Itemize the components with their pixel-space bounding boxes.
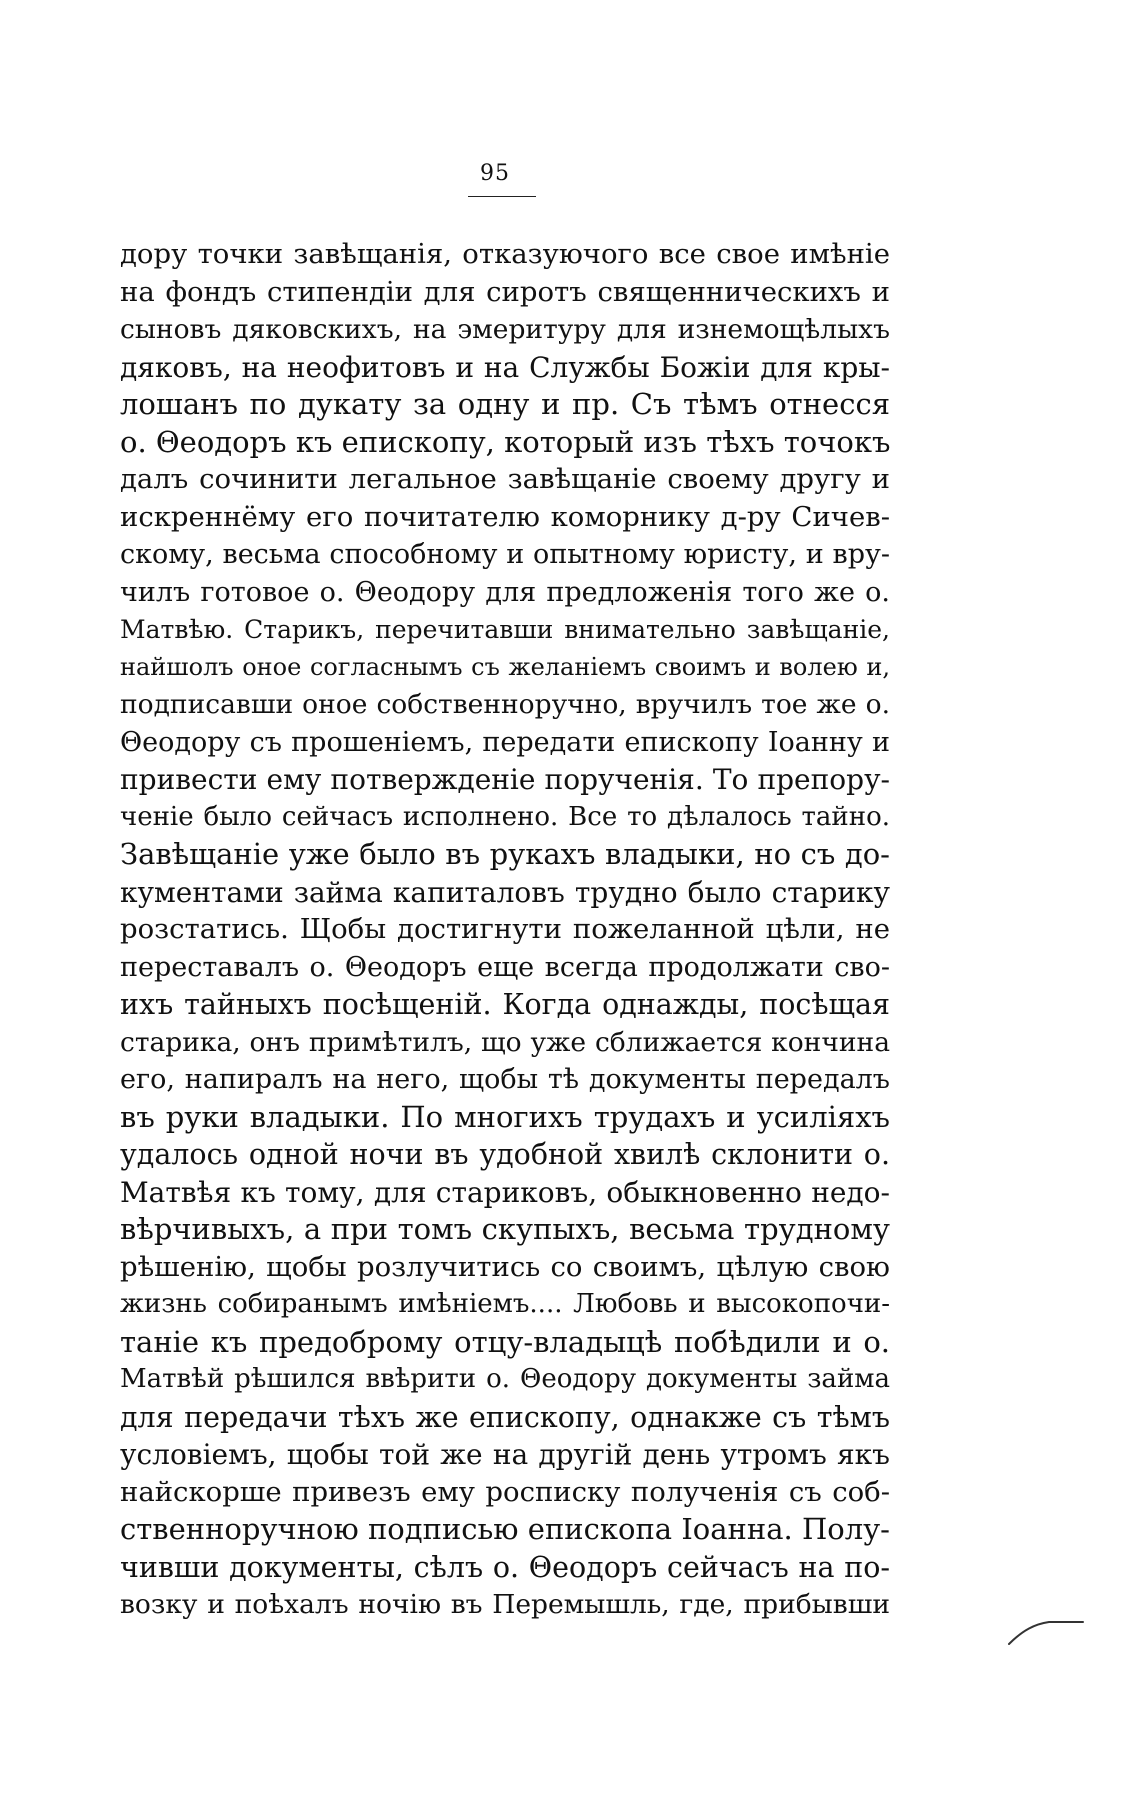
- text-line: ченіе было сейчасъ исполнено. Все то дѣлалось тайно.: [120, 801, 890, 832]
- text-line: искреннёму его почитателю коморнику д-ру Сичев-: [120, 500, 890, 533]
- text-line: его, напиралъ на него, щобы тѣ документы передалъ: [120, 1064, 890, 1095]
- text-line: Θеодору съ прошеніемъ, передати епископу Іоанну и: [120, 726, 890, 758]
- text-line: о. Θеодоръ къ епископу, который изъ тѣхъ точокъ: [120, 424, 890, 459]
- text-line: ихъ тайныхъ посѣщеній. Когда однажды, посѣщая: [120, 988, 890, 1021]
- text-line: далъ сочинити легальное завѣщаніе своему другу и: [120, 463, 890, 495]
- text-line: Завѣщаніе уже было въ рукахъ владыки, но съ до-: [120, 837, 890, 871]
- text-line: на фондъ стипендіи для сиротъ священническихъ и: [120, 275, 890, 308]
- text-line: ственноручною подписью епископа Іоанна. Полу-: [120, 1512, 890, 1546]
- body-text: [120, 236, 890, 1624]
- text-line: жизнь собиранымъ имѣніемъ.... Любовь и высокопочи-: [120, 1289, 890, 1319]
- text-line: старика, онъ примѣтилъ, що уже сближается кончина: [120, 1026, 890, 1058]
- text-line: привести ему потвержденіе порученія. То препору-: [120, 763, 890, 796]
- text-line: удалось одной ночи въ удобной хвилѣ склонити о.: [120, 1138, 890, 1171]
- text-line: кументами займа капиталовъ трудно было старику: [120, 875, 890, 909]
- text-line: вѣрчивыхъ, а при томъ скупыхъ, весьма трудному: [120, 1212, 890, 1246]
- text-line: таніе къ предоброму отцу-владыцѣ побѣдили и о.: [120, 1324, 890, 1359]
- pencil-mark-icon: [1005, 1612, 1085, 1652]
- text-line: лошанъ по дукату за одну и пр. Съ тѣмъ отнесся: [120, 387, 890, 421]
- text-line: рѣшенію, щобы розлучитись со своимъ, цѣлую свою: [120, 1250, 890, 1283]
- text-line: возку и поѣхалъ ночію въ Перемышль, где, прибывши: [120, 1589, 890, 1620]
- text-line: дяковъ, на неофитовъ и на Службы Божіи для кры-: [120, 350, 890, 384]
- text-line: чивши документы, сѣлъ о. Θеодоръ сейчасъ на по-: [120, 1550, 890, 1584]
- text-line: Матвѣю. Старикъ, перечитавши внимательно завѣщаніе,: [120, 615, 890, 644]
- text-line: скому, весьма способному и опытному юристу, и вру-: [120, 539, 890, 570]
- text-line: розстатись. Щобы достигнути пожеланной цѣли, не: [120, 913, 890, 945]
- text-line: въ руки владыки. По многихъ трудахъ и усиліяхъ: [120, 1099, 890, 1134]
- text-line: переставалъ о. Θеодоръ еще всегда продолжати сво-: [120, 951, 890, 983]
- text-line: подписавши оное собственноручно, вручилъ тое же о.: [120, 689, 890, 720]
- text-line: чилъ готовое о. Θеодору для предложенія того же о.: [120, 576, 890, 608]
- text-line: Матвѣя къ тому, для стариковъ, обыкновенно недо-: [120, 1175, 890, 1209]
- page-number: 95: [480, 161, 510, 186]
- text-line: найшолъ оное согласнымъ съ желаніемъ своимъ и волею и,: [120, 652, 890, 681]
- text-line: дору точки завѣщанія, отказуючого все свое имѣніе: [120, 238, 890, 270]
- text-line: условіемъ, щобы той же на другій день утромъ якъ: [120, 1438, 890, 1471]
- text-line: сыновъ дяковскихъ, на эмеритуру для изнемощѣлыхъ: [120, 314, 890, 345]
- text-line: Матвѣй рѣшился ввѣрити о. Θеодору документы займа: [120, 1364, 890, 1394]
- text-line: для передачи тѣхъ же епископу, однакже съ тѣмъ: [120, 1400, 890, 1434]
- page-number-rule: [468, 196, 536, 197]
- text-line: найскорше привезъ ему росписку полученія съ соб-: [120, 1475, 890, 1508]
